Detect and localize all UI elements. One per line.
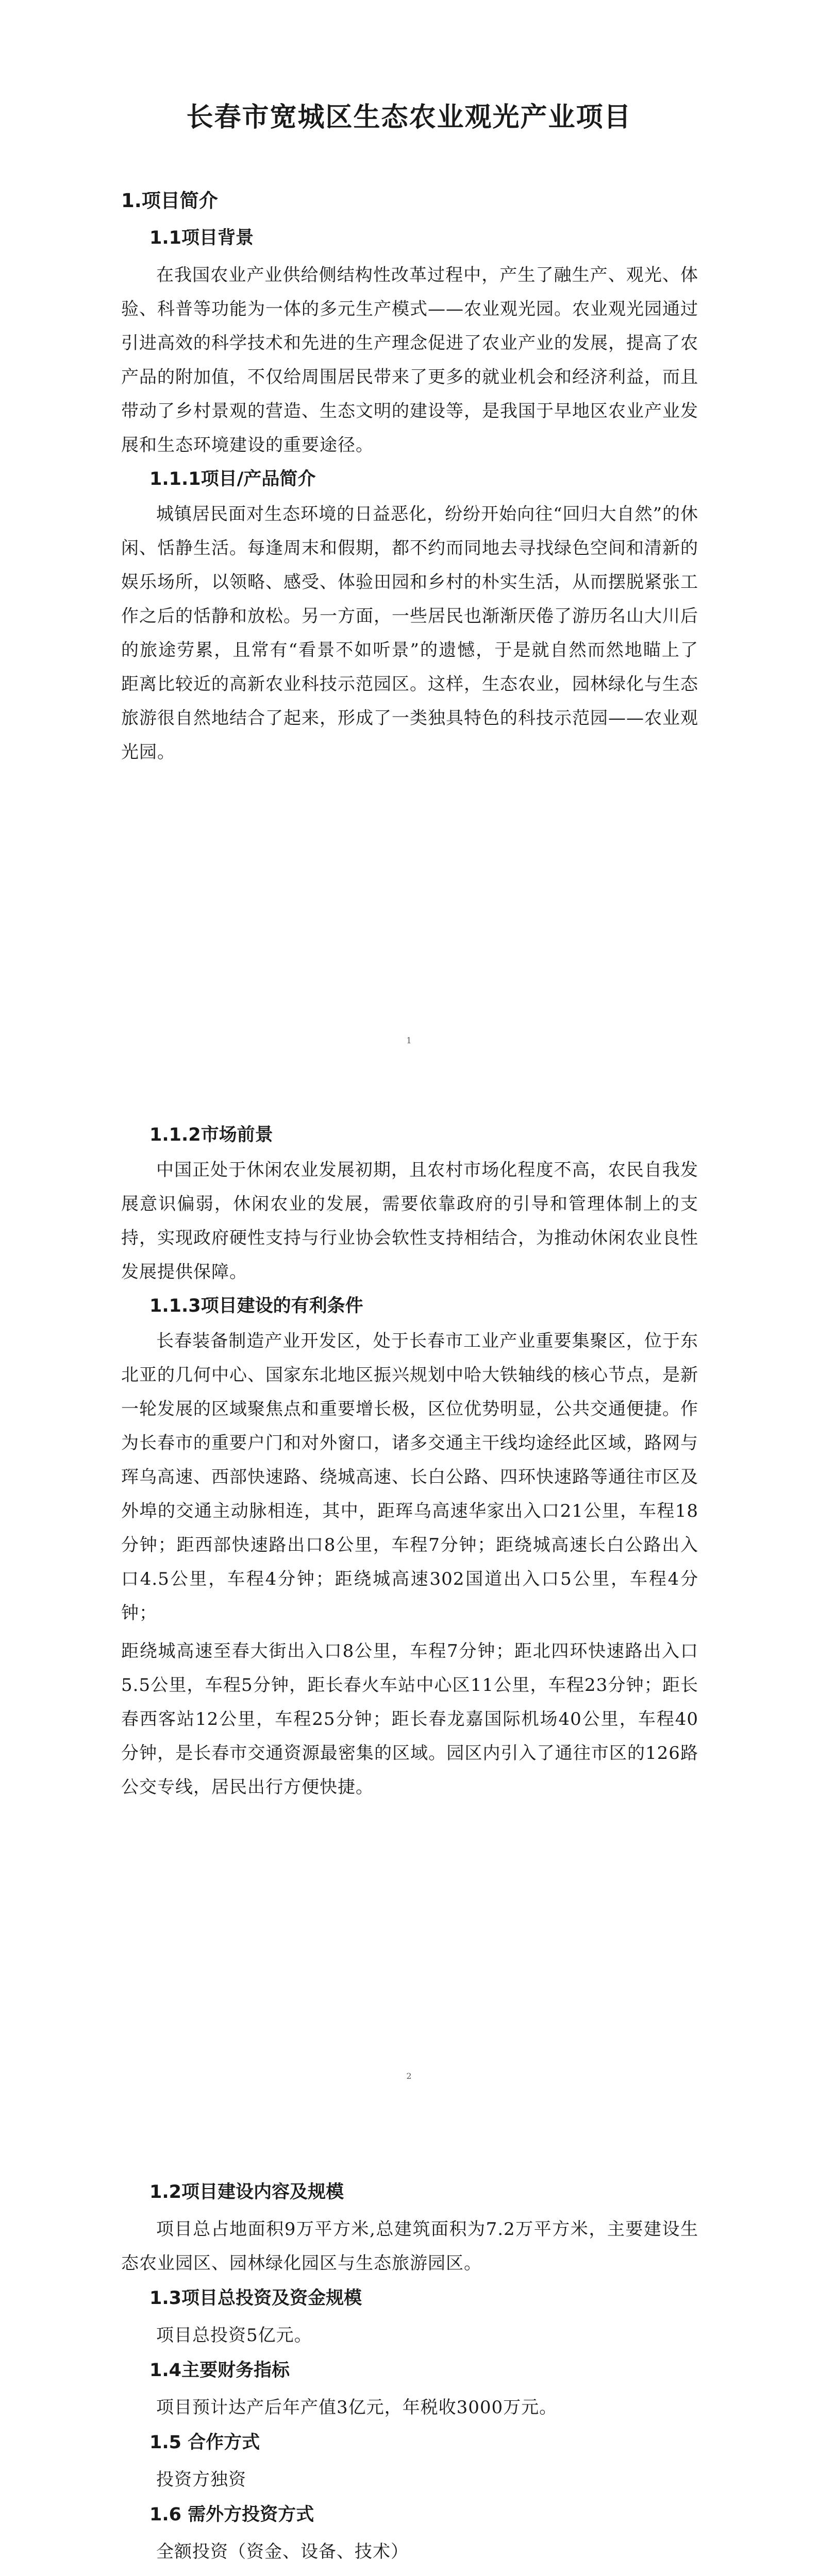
page-3-content <box>121 2174 698 2576</box>
page-1 <box>0 0 818 1056</box>
page-number: 2 <box>406 2071 412 2081</box>
product-paragraph: 城镇居民面对生态环境的日益恶化，纷纷开始向往“回归大自然”的休闲、恬静生活。每逢周末和假期，都不约而同地去寻找绿色空间和清新的娱乐场所，以领略、感受、体验田园和乡村的朴实生活，从而摆脱紧张工作之后的恬静和放松。另一方面，一些居民也渐渐厌倦了游历名山大川后的旅途劳累，且常有“看景不如听景”的遗憾，于是就自然而然地瞄上了距离比较近的高新农业科技示范园区。这样，生态农业，园林绿化与生态旅游很自然地结合了起来，形成了一类独具特色的科技示范园——农业观光园。 <box>121 504 698 762</box>
section-1-1-2-heading: 1.1.2市场前景 <box>149 1125 273 1145</box>
invest-paragraph: 项目总投资5亿元。 <box>156 2325 312 2346</box>
conditions-paragraph-2: 距绕城高速至春大街出入口8公里，车程7分钟；距北四环快速路出入口5.5公里，车程5分钟，距长春火车站中心区11公里，车程23分钟；距长春西客站12公里，车程25分钟；距长春龙嘉国际机场40公里，车程40分钟，是长春市交通资源最密集的区域。园区内引入了通往市区的126路公交专线，居民出行方便快捷。 <box>121 1641 698 1798</box>
market-paragraph: 中国正处于休闲农业发展初期，且农村市场化程度不高，农民自我发展意识偏弱，休闲农业的发展，需要依靠政府的引导和管理体制上的支持，实现政府硬性支持与行业协会软性支持相结合，为推动休闲农业良性发展提供保障。 <box>121 1160 698 1282</box>
page-number: 1 <box>406 1036 412 1045</box>
cooperation-paragraph: 投资方独资 <box>156 2469 246 2490</box>
section-1-4-heading: 1.4主要财务指标 <box>149 2360 290 2381</box>
scale-paragraph: 项目总占地面积9万平方米,总建筑面积为7.2万平方米，主要建设生态农业园区、园林绿化园区与生态旅游园区。 <box>121 2219 698 2274</box>
background-paragraph: 在我国农业产业供给侧结构性改革过程中，产生了融生产、观光、体验、科普等功能为一体的多元生产模式——农业观光园。农业观光园通过引进高效的科学技术和先进的生产理念促进了农业产业的发展，提高了农产品的附加值，不仅给周围居民带来了更多的就业机会和经济利益，而且带动了乡村景观的营造、生态文明的建设等，是我国于早地区农业产业发展和生态环境建设的重要途径。 <box>121 265 698 455</box>
section-1-2-heading: 1.2项目建设内容及规模 <box>149 2182 344 2202</box>
section-1-3-heading: 1.3项目总投资及资金规模 <box>149 2288 362 2309</box>
page-3 <box>0 2112 818 2576</box>
section-1-1-3-heading: 1.1.3项目建设的有利条件 <box>149 1296 363 1316</box>
section-1-5-heading: 1.5 合作方式 <box>149 2432 260 2453</box>
section-1-1-heading: 1.1项目背景 <box>149 228 254 248</box>
conditions-paragraph-1: 长春装备制造产业开发区，处于长春市工业产业重要集聚区，位于东北亚的几何中心、国家东北地区振兴规划中哈大铁轴线的核心节点，是新一轮发展的区域聚焦点和重要增长极，区位优势明显，公共交通便捷。作为长春市的重要户门和对外窗口，诸多交通主干线均途经此区域，路网与珲乌高速、西部快速路、绕城高速、长白公路、四环快速路等通往市区及外埠的交通主动脉相连，其中，距珲乌高速华家出入口21公里，车程18分钟；距西部快速路出口8公里，车程7分钟；距绕城高速长白公路出入口4.5公里，车程4分钟；距绕城高速302国道出入口5公里，车程4分钟； <box>121 1331 698 1623</box>
section-1-heading: 1.项目简介 <box>121 190 218 212</box>
section-1-7-heading <box>149 2574 698 2576</box>
page-1-content <box>121 188 698 773</box>
section-1-1-1-heading: 1.1.1项目/产品简介 <box>149 469 316 489</box>
page-2 <box>0 1056 818 2112</box>
foreign-invest-paragraph: 全额投资（资金、设备、技术） <box>156 2541 409 2562</box>
page-2-content <box>121 1118 698 1808</box>
finance-paragraph: 项目预计达产后年产值3亿元，年税收3000万元。 <box>156 2397 558 2418</box>
document-title: 长春市宽城区生态农业观光产业项目 <box>186 102 632 133</box>
section-1-6-heading: 1.6 需外方投资方式 <box>149 2504 314 2525</box>
